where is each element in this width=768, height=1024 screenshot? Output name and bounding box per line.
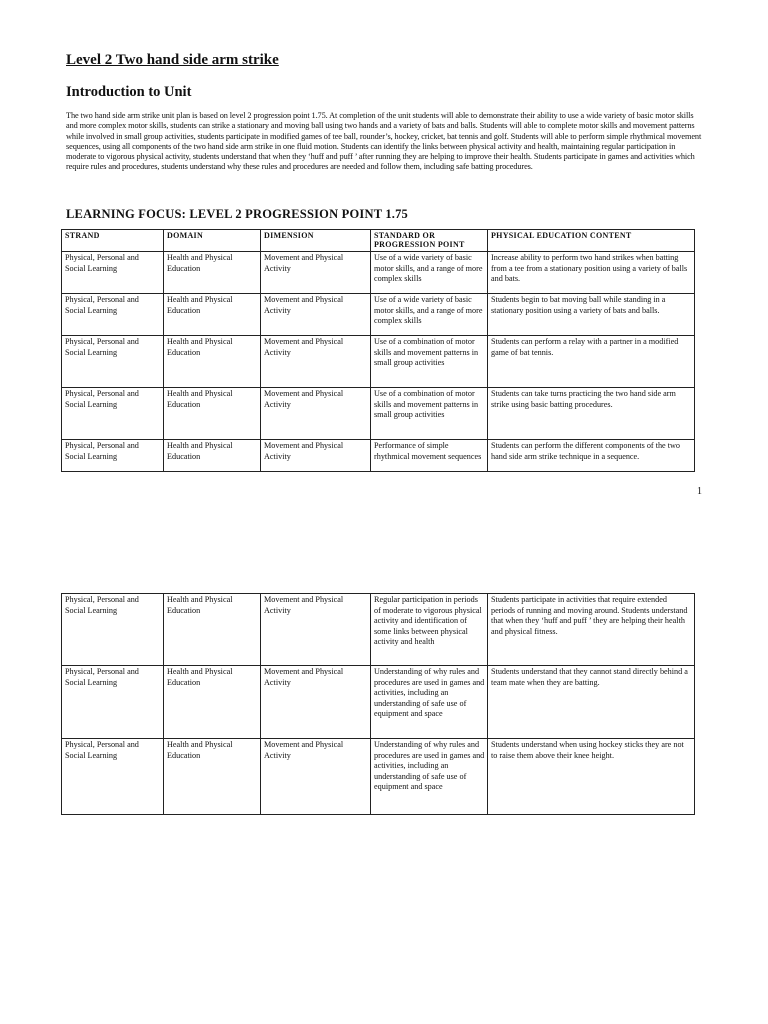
table-row xyxy=(62,252,695,294)
cell-domain: Health and Physical Education xyxy=(164,388,261,440)
cell-standard: Use of a combination of motor skills and movement patterns in small group activities xyxy=(371,388,488,440)
page-number: 1 xyxy=(697,486,702,497)
cell-domain: Health and Physical Education xyxy=(164,294,261,336)
table-row xyxy=(62,739,695,815)
header-standard: STANDARD OR PROGRESSION POINT xyxy=(371,230,488,252)
cell-domain: Health and Physical Education xyxy=(164,440,261,472)
header-strand: STRAND xyxy=(62,230,164,252)
cell-strand: Physical, Personal and Social Learning xyxy=(62,336,164,388)
cell-pe-content: Students understand when using hockey sticks they are not to raise them above their knee height. xyxy=(488,739,695,815)
cell-pe-content: Students understand that they cannot stand directly behind a team mate when they are batting. xyxy=(488,666,695,739)
cell-standard: Use of a wide variety of basic motor skills, and a range of more complex skills xyxy=(371,252,488,294)
learning-focus-heading: LEARNING FOCUS: LEVEL 2 PROGRESSION POINT 1.75 xyxy=(66,207,409,221)
cell-dimension: Movement and Physical Activity xyxy=(261,336,371,388)
table-row xyxy=(62,336,695,388)
cell-dimension: Movement and Physical Activity xyxy=(261,294,371,336)
cell-dimension: Movement and Physical Activity xyxy=(261,594,371,666)
cell-pe-content: Students can take turns practicing the two hand side arm strike using basic batting procedures. xyxy=(488,388,695,440)
cell-standard: Understanding of why rules and procedures are used in games and activities, including an understanding of safe use of equipment and space xyxy=(371,739,488,815)
table-row xyxy=(62,388,695,440)
cell-strand: Physical, Personal and Social Learning xyxy=(62,594,164,666)
progression-table-continued xyxy=(61,593,695,815)
table-row xyxy=(62,440,695,472)
progression-table xyxy=(61,229,695,472)
cell-pe-content: Students participate in activities that require extended periods of running and moving around. Students understand that when they ‘huff and puff ’ they are helping their health and physical fitness. xyxy=(488,594,695,666)
cell-strand: Physical, Personal and Social Learning xyxy=(62,388,164,440)
document-title: Level 2 Two hand side arm strike xyxy=(66,52,279,68)
cell-pe-content: Students can perform a relay with a partner in a modified game of bat tennis. xyxy=(488,336,695,388)
table-row xyxy=(62,666,695,739)
cell-standard: Regular participation in periods of moderate to vigorous physical activity and identification of some links between physical activity and health xyxy=(371,594,488,666)
cell-dimension: Movement and Physical Activity xyxy=(261,388,371,440)
cell-standard: Performance of simple rhythmical movement sequences xyxy=(371,440,488,472)
cell-strand: Physical, Personal and Social Learning xyxy=(62,252,164,294)
header-domain: DOMAIN xyxy=(164,230,261,252)
cell-domain: Health and Physical Education xyxy=(164,252,261,294)
cell-dimension: Movement and Physical Activity xyxy=(261,666,371,739)
header-dimension: DIMENSION xyxy=(261,230,371,252)
cell-dimension: Movement and Physical Activity xyxy=(261,252,371,294)
cell-strand: Physical, Personal and Social Learning xyxy=(62,440,164,472)
intro-heading: Introduction to Unit xyxy=(66,84,192,100)
intro-paragraph: The two hand side arm strike unit plan is based on level 2 progression point 1.75. At completion of the unit students will able to demonstrate their ability to use a wide variety of basic motor skills and more complex motor skills, students can strike a stationary and moving ball using two hands and a variety of bats and balls. Students will able to complete motor skills and movement patterns while involved in small group activities, students participate in modified games of tee ball, rounder’s, hockey, cricket, bat tennis and golf. Students will able to perform simple rhythmical movement sequences, using all components of the two hand side arm strike in one fluid motion. Students can identify the links between physical activity and health, maintaining regular participation in moderate to vigorous physical activity, students understand that when they ‘huff and puff ’ after running they are helping to improve their health. Students participate in games and activities which require rules and procedures, students understand why these rules and procedures are needed and follow them, including safe batting procedures. xyxy=(66,111,702,172)
cell-standard: Understanding of why rules and procedures are used in games and activities, including an understanding of safe use of equipment and space xyxy=(371,666,488,739)
cell-dimension: Movement and Physical Activity xyxy=(261,440,371,472)
cell-pe-content: Increase ability to perform two hand strikes when batting from a tee from a stationary position using a variety of balls and bats. xyxy=(488,252,695,294)
cell-domain: Health and Physical Education xyxy=(164,739,261,815)
cell-standard: Use of a wide variety of basic motor skills, and a range of more complex skills xyxy=(371,294,488,336)
cell-dimension: Movement and Physical Activity xyxy=(261,739,371,815)
cell-domain: Health and Physical Education xyxy=(164,336,261,388)
cell-strand: Physical, Personal and Social Learning xyxy=(62,294,164,336)
table-row xyxy=(62,594,695,666)
cell-standard: Use of a combination of motor skills and movement patterns in small group activities xyxy=(371,336,488,388)
cell-pe-content: Students can perform the different components of the two hand side arm strike technique in a sequence. xyxy=(488,440,695,472)
table-row xyxy=(62,294,695,336)
cell-strand: Physical, Personal and Social Learning xyxy=(62,666,164,739)
cell-strand: Physical, Personal and Social Learning xyxy=(62,739,164,815)
table-header-row xyxy=(62,230,695,252)
cell-domain: Health and Physical Education xyxy=(164,594,261,666)
cell-pe-content: Students begin to bat moving ball while standing in a stationary position using a variety of bats and balls. xyxy=(488,294,695,336)
cell-domain: Health and Physical Education xyxy=(164,666,261,739)
header-pe-content: PHYSICAL EDUCATION CONTENT xyxy=(488,230,695,252)
